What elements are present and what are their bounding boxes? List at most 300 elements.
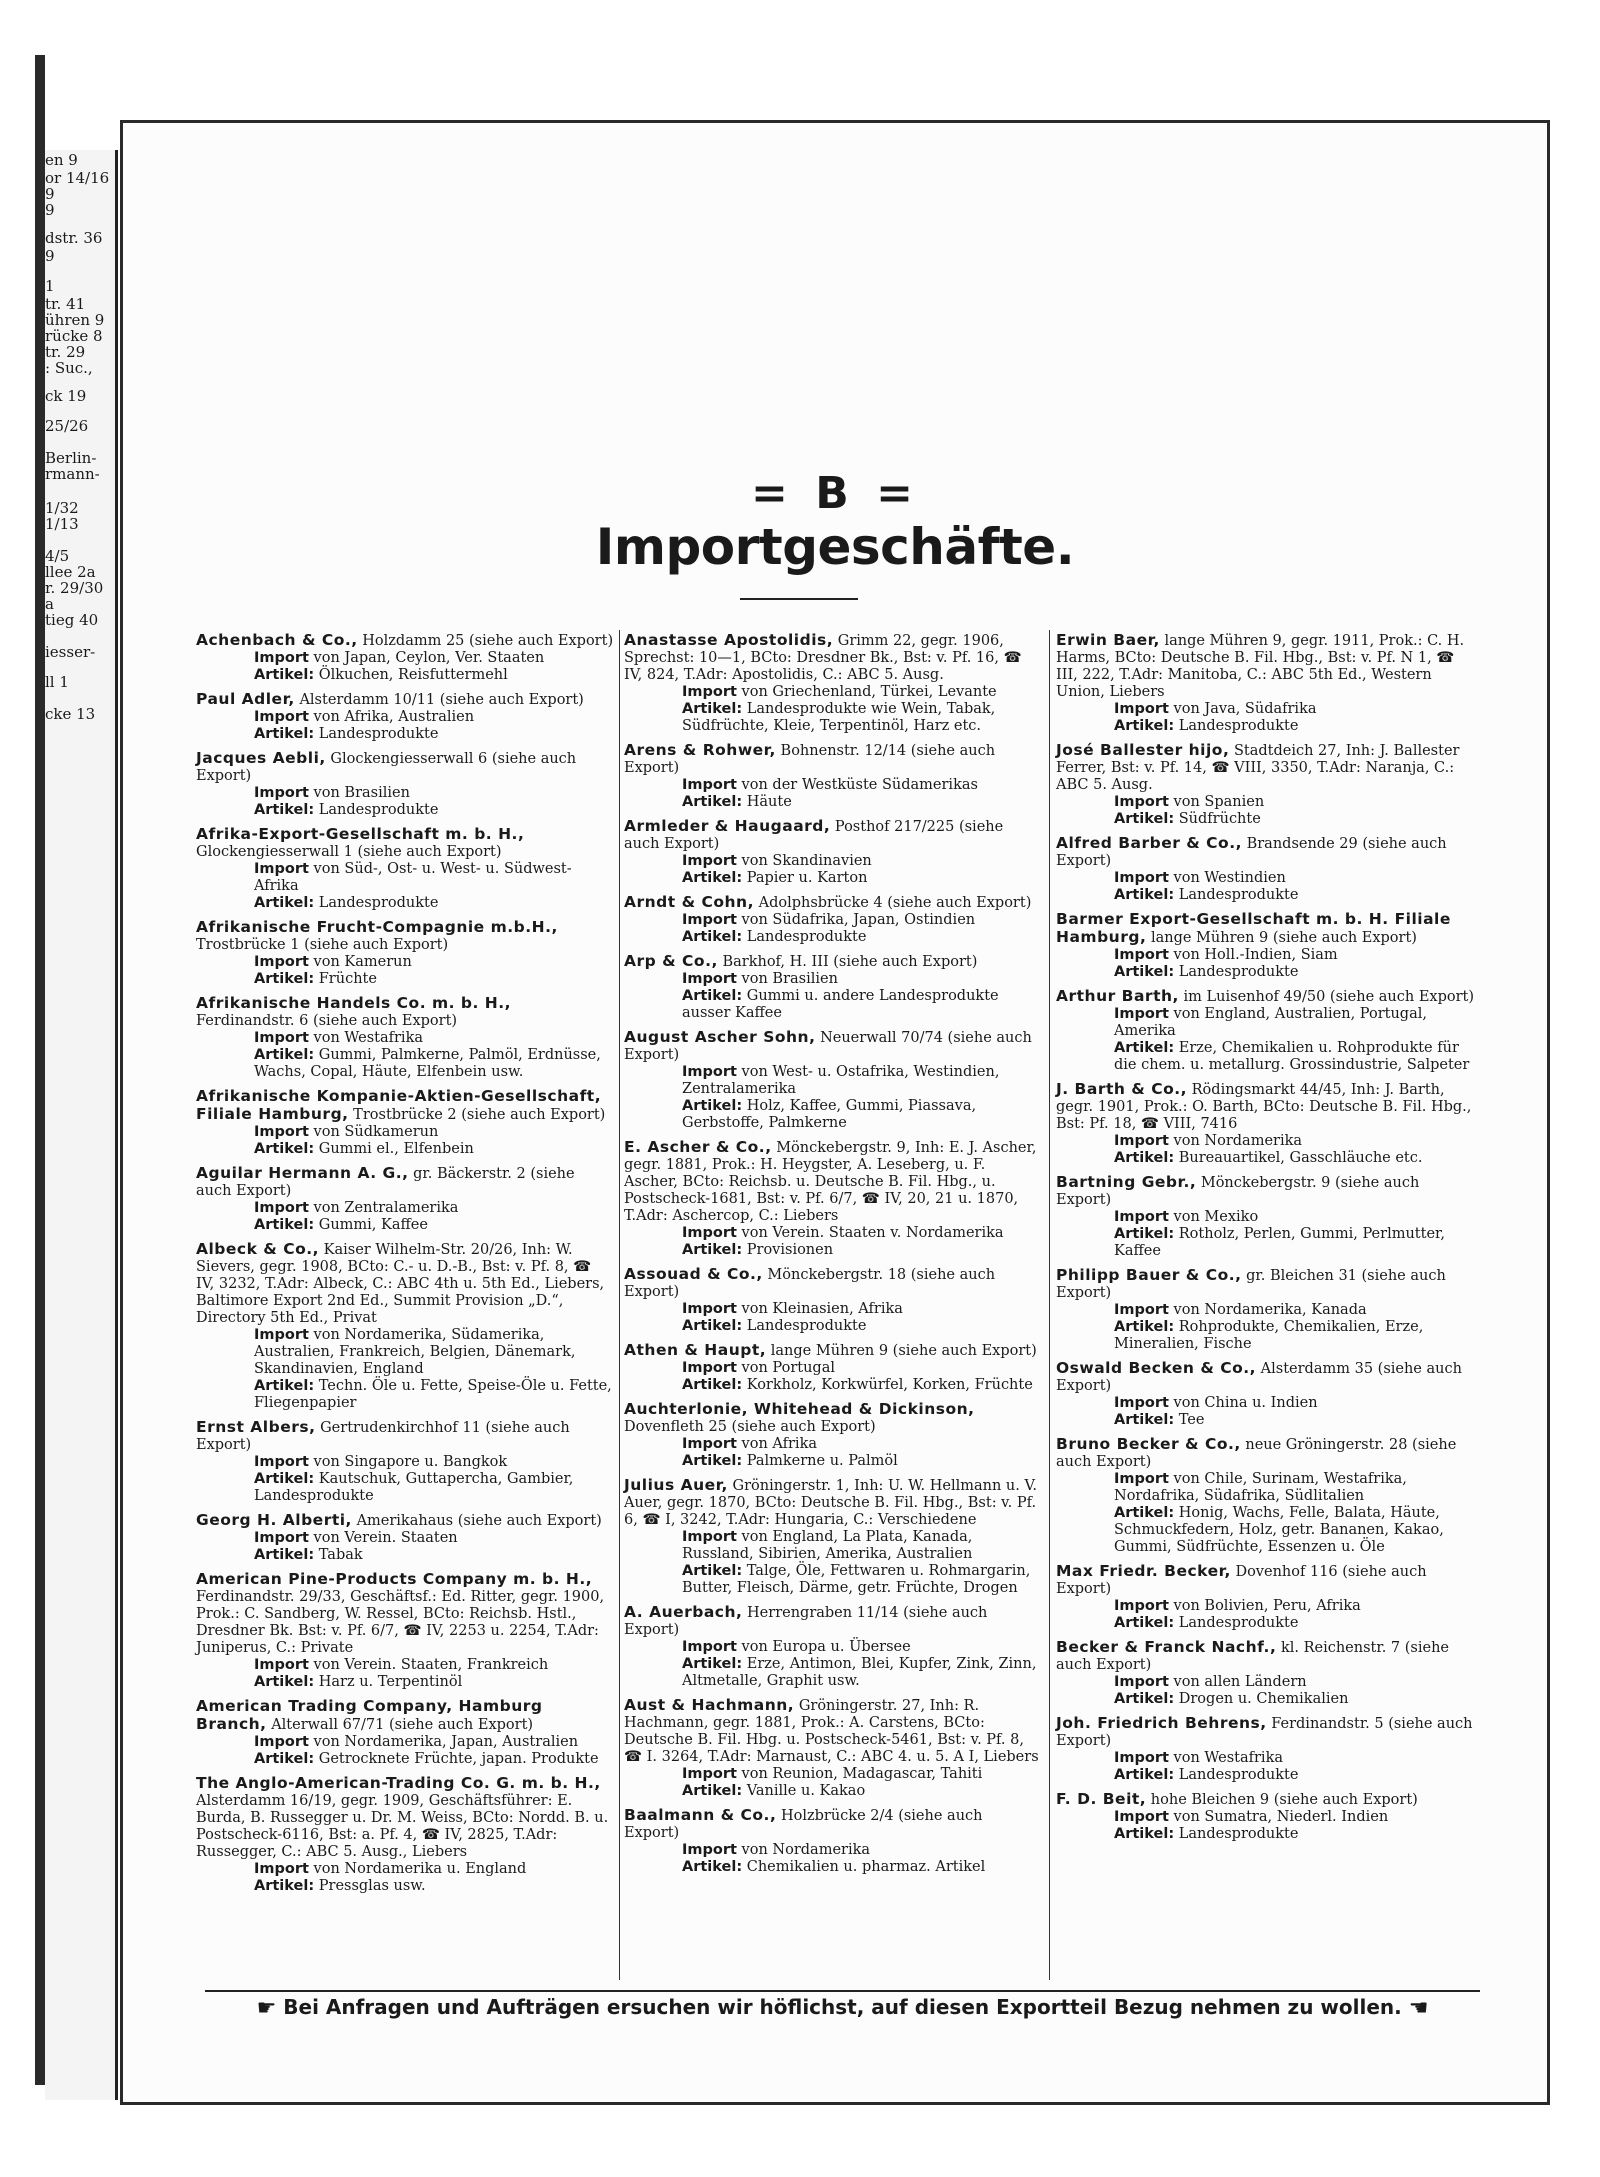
entry-heading: [1056, 1081, 1478, 1133]
detail-label: Artikel:: [254, 1141, 315, 1157]
detail-text: Ölkuchen, Reisfuttermehl: [318, 667, 508, 683]
entry-detail: [624, 988, 1042, 1022]
detail-text: von Verein. Staaten v. Nordamerika: [741, 1225, 1004, 1241]
detail-text: Vanille u. Kakao: [746, 1783, 866, 1799]
entry-detail: [624, 971, 1042, 988]
entry-heading: [624, 894, 1042, 912]
firm-address: Alsterdamm 10/11 (siehe auch Export): [299, 692, 584, 708]
detail-label: Artikel:: [254, 802, 315, 818]
directory-entry: [624, 1477, 1042, 1597]
detail-label: Artikel:: [1114, 1691, 1175, 1707]
detail-text: Techn. Öle u. Fette, Speise-Öle u. Fette, Fliegenpapier: [254, 1378, 612, 1411]
detail-text: von allen Ländern: [1173, 1674, 1307, 1690]
detail-label: Import: [1114, 1133, 1169, 1149]
directory-entry: [196, 995, 614, 1081]
column-separator: [619, 630, 620, 1980]
entry-detail: [624, 870, 1042, 887]
directory-entry: [1056, 1563, 1478, 1632]
detail-label: Import: [254, 650, 309, 666]
directory-entry: [624, 742, 1042, 811]
entry-detail: [196, 1378, 614, 1412]
footer-text: Bei Anfragen und Aufträgen ersuchen wir höflichst, auf diesen Exportteil Bezug nehmen zu wollen.: [283, 1995, 1402, 2019]
detail-text: von Süd-, Ost- u. West- u. Südwest-Afrika: [254, 861, 572, 894]
firm-name: Afrika-Export-Gesellschaft m. b. H.,: [196, 825, 525, 843]
entry-heading: [1056, 1267, 1478, 1302]
firm-name: Philipp Bauer & Co.,: [1056, 1266, 1242, 1284]
detail-text: Landesprodukte: [1178, 887, 1299, 903]
firm-address: Gertrudenkirchhof 11 (siehe auch Export): [196, 1420, 570, 1453]
left-page-fragment: 25/26: [45, 417, 89, 435]
detail-label: Import: [1114, 1598, 1169, 1614]
detail-text: Chemikalien u. pharmaz. Artikel: [746, 1859, 986, 1875]
entry-detail: [624, 1225, 1042, 1242]
firm-address: Alsterdamm 35 (siehe auch Export): [1056, 1361, 1462, 1394]
entry-detail: [1056, 1412, 1478, 1429]
detail-text: von England, La Plata, Kanada, Russland, Sibirien, Amerika, Australien: [682, 1529, 973, 1562]
entry-detail: [196, 1547, 614, 1564]
firm-address: neue Gröningerstr. 28 (siehe auch Export): [1056, 1437, 1457, 1470]
entry-detail: [1056, 1319, 1478, 1353]
left-page-fragment: r. 29/30: [45, 579, 104, 597]
left-page-fragment: ck 19: [45, 387, 87, 405]
directory-entry: [196, 1698, 614, 1768]
detail-text: von Bolivien, Peru, Afrika: [1173, 1598, 1361, 1614]
detail-label: Artikel:: [254, 667, 315, 683]
entry-detail: [1056, 1006, 1478, 1040]
directory-entry: [196, 750, 614, 819]
directory-entry: [624, 894, 1042, 946]
firm-name: Joh. Friedrich Behrens,: [1056, 1714, 1267, 1732]
detail-label: Artikel:: [254, 1674, 315, 1690]
entry-detail: [196, 954, 614, 971]
firm-name: American Pine-Products Company m. b. H.,: [196, 1570, 593, 1588]
firm-name: Julius Auer,: [624, 1476, 728, 1494]
entry-detail: [196, 667, 614, 684]
firm-name: Arthur Barth,: [1056, 987, 1179, 1005]
entry-detail: [196, 1454, 614, 1471]
detail-label: Import: [682, 971, 737, 987]
detail-label: Import: [254, 1530, 309, 1546]
entry-heading: [196, 995, 614, 1030]
entry-detail: [1056, 1674, 1478, 1691]
detail-label: Artikel:: [682, 988, 743, 1004]
detail-text: Drogen u. Chemikalien: [1178, 1691, 1349, 1707]
detail-label: Artikel:: [1114, 887, 1175, 903]
detail-label: Import: [254, 1861, 309, 1877]
entry-detail: [624, 1766, 1042, 1783]
firm-name: J. Barth & Co.,: [1056, 1080, 1188, 1098]
detail-label: Artikel:: [682, 1453, 743, 1469]
firm-address: lange Mühren 9 (siehe auch Export): [770, 1343, 1037, 1359]
entry-detail: [1056, 701, 1478, 718]
detail-label: Artikel:: [1114, 811, 1175, 827]
entry-detail: [1056, 1826, 1478, 1843]
directory-entry: [624, 1342, 1042, 1394]
firm-address: Ferdinandstr. 29/33, Geschäftsf.: Ed. Ritter, gegr. 1900, Prok.: C. Sandberg, W. Ressel, BCto: Reichsb. Hstl., Dresdner Bk. Bst: v. Pf. 6/7, ☎ IV, 2253 u. 2254, T.Adr: Juniperus, C.: Private: [196, 1589, 605, 1656]
directory-entry: [1056, 988, 1478, 1074]
entry-detail: [624, 1783, 1042, 1800]
entry-detail: [1056, 870, 1478, 887]
detail-label: Import: [682, 1225, 737, 1241]
entry-detail: [196, 650, 614, 667]
firm-address: Posthof 217/225 (siehe auch Export): [624, 819, 1004, 852]
entry-detail: [624, 1639, 1042, 1656]
detail-text: von Verein. Staaten: [313, 1530, 458, 1546]
entry-detail: [1056, 718, 1478, 735]
firm-address: Alsterdamm 16/19, gegr. 1909, Geschäftsführer: E. Burda, B. Russegger u. Dr. M. Weiss, BCto: Nordd. B. u. Postscheck-6116, Bst: a. Pf. 4, ☎ IV, 2825, T.Adr: Russegger, C.: ABC 5. Ausg., Liebers: [196, 1793, 609, 1860]
detail-label: Artikel:: [682, 1098, 743, 1114]
directory-entry: [1056, 742, 1478, 828]
detail-label: Import: [1114, 1209, 1169, 1225]
detail-text: Rotholz, Perlen, Gummi, Perlmutter, Kaffee: [1114, 1226, 1445, 1259]
entry-detail: [1056, 1598, 1478, 1615]
firm-address: im Luisenhof 49/50 (siehe auch Export): [1183, 989, 1475, 1005]
detail-text: Landesprodukte: [1178, 1826, 1299, 1842]
directory-entry: [1056, 1360, 1478, 1429]
detail-text: von der Westküste Südamerikas: [741, 777, 978, 793]
left-page-fragment: ühren 9: [45, 311, 105, 329]
detail-label: Import: [682, 1639, 737, 1655]
entry-detail: [624, 929, 1042, 946]
detail-label: Import: [1114, 701, 1169, 717]
detail-text: von China u. Indien: [1173, 1395, 1318, 1411]
entry-detail: [1056, 1040, 1478, 1074]
entry-detail: [1056, 1150, 1478, 1167]
directory-entry: [196, 691, 614, 743]
entry-detail: [196, 1471, 614, 1505]
firm-address: Stadtdeich 27, Inh: J. Ballester Ferrer, Bst: v. Pf. 14, ☎ VIII, 3350, T.Adr: Naranja, C.: ABC 5. Ausg.: [1056, 743, 1460, 793]
detail-label: Import: [682, 1436, 737, 1452]
detail-label: Import: [1114, 1750, 1169, 1766]
entry-detail: [624, 853, 1042, 870]
detail-text: Tabak: [318, 1547, 363, 1563]
detail-label: Artikel:: [682, 929, 743, 945]
detail-text: Landesprodukte: [318, 895, 439, 911]
entry-detail: [624, 794, 1042, 811]
detail-text: Honig, Wachs, Felle, Balata, Häute, Schmuckfedern, Holz, getr. Bananen, Kakao, Gummi, Südfrüchte, Essenzen u. Öle: [1114, 1505, 1444, 1555]
firm-name: A. Auerbach,: [624, 1603, 743, 1621]
entry-heading: [196, 1088, 614, 1124]
detail-label: Artikel:: [1114, 964, 1175, 980]
entry-heading: [624, 632, 1042, 684]
firm-name: Assouad & Co.,: [624, 1265, 763, 1283]
detail-label: Artikel:: [254, 1378, 315, 1394]
detail-text: von Java, Südafrika: [1173, 701, 1317, 717]
firm-name: Anastasse Apostolidis,: [624, 631, 834, 649]
detail-text: Landesprodukte: [318, 726, 439, 742]
detail-text: Gummi u. andere Landesprodukte ausser Kaffee: [682, 988, 999, 1021]
firm-name: Bruno Becker & Co.,: [1056, 1435, 1241, 1453]
directory-entry: [196, 1512, 614, 1564]
entry-detail: [624, 1842, 1042, 1859]
entry-detail: [1056, 1809, 1478, 1826]
detail-label: Artikel:: [254, 1471, 315, 1487]
detail-text: von Mexiko: [1173, 1209, 1259, 1225]
left-page-fragment: Berlin-: [45, 449, 97, 467]
detail-label: Import: [682, 1766, 737, 1782]
left-page-fragment: 1: [45, 277, 55, 295]
detail-text: von Südafrika, Japan, Ostindien: [741, 912, 976, 928]
detail-label: Import: [1114, 947, 1169, 963]
entry-heading: [624, 1477, 1042, 1529]
directory-entry: [624, 1604, 1042, 1690]
entry-heading: [196, 750, 614, 785]
detail-text: von Nordamerika u. England: [313, 1861, 527, 1877]
left-page-fragment: or 14/16: [45, 169, 110, 187]
detail-text: von Zentralamerika: [313, 1200, 459, 1216]
entry-detail: [1056, 887, 1478, 904]
entry-heading: [624, 1604, 1042, 1639]
detail-text: Häute: [746, 794, 792, 810]
entry-detail: [196, 709, 614, 726]
detail-label: Import: [1114, 1302, 1169, 1318]
entry-detail: [624, 1301, 1042, 1318]
detail-label: Import: [1114, 794, 1169, 810]
firm-address: Mönckebergstr. 9 (siehe auch Export): [1056, 1175, 1420, 1208]
detail-text: Gummi, Palmkerne, Palmöl, Erdnüsse, Wachs, Copal, Häute, Elfenbein usw.: [254, 1047, 601, 1080]
detail-text: von Südkamerun: [313, 1124, 439, 1140]
entry-detail: [1056, 947, 1478, 964]
detail-label: Artikel:: [682, 701, 743, 717]
firm-address: Grimm 22, gegr. 1906, Sprechst: 10—1, BCto: Dresdner Bk., Bst: v. Pf. 16, ☎ IV, 824, T.Adr: Apostolidis, C.: ABC 5. Ausg.: [624, 633, 1022, 683]
directory-entry: [1056, 1715, 1478, 1784]
entry-detail: [624, 1377, 1042, 1394]
left-page-fragment: : Suc.,: [45, 359, 93, 377]
detail-label: Artikel:: [682, 1377, 743, 1393]
detail-text: Kautschuk, Guttapercha, Gambier, Landesprodukte: [254, 1471, 574, 1504]
directory-entry: [196, 1165, 614, 1234]
detail-label: Import: [1114, 870, 1169, 886]
detail-text: von Singapore u. Bangkok: [313, 1454, 508, 1470]
firm-address: Adolphsbrücke 4 (siehe auch Export): [758, 895, 1032, 911]
detail-text: von Afrika, Australien: [313, 709, 475, 725]
detail-text: von Spanien: [1173, 794, 1265, 810]
entry-heading: [196, 919, 614, 954]
firm-address: Holzdamm 25 (siehe auch Export): [362, 633, 614, 649]
firm-address: Gröningerstr. 27, Inh: R. Hachmann, gegr. 1881, Prok.: A. Carstens, BCto: Deutsche B. Fil. Hbg. u. Postscheck-5461, Bst: v. Pf. 8, ☎ I. 3264, T.Adr: Marnaust, C.: ABC 4. u. 5. A I, Liebers: [624, 1698, 1039, 1765]
pointing-hand-icon: ☛: [256, 1996, 277, 2021]
detail-label: Artikel:: [682, 1656, 743, 1672]
entry-heading: [196, 826, 614, 861]
entry-detail: [196, 1200, 614, 1217]
detail-text: von Nordamerika: [741, 1842, 871, 1858]
detail-label: Artikel:: [682, 794, 743, 810]
entry-detail: [196, 785, 614, 802]
left-page-fragment: 1/13: [45, 515, 79, 533]
left-page-fragment: llee 2a: [45, 563, 96, 581]
firm-name: Athen & Haupt,: [624, 1341, 767, 1359]
firm-name: Albeck & Co.,: [196, 1240, 320, 1258]
entry-detail: [196, 1751, 614, 1768]
detail-label: Artikel:: [682, 1242, 743, 1258]
detail-label: Artikel:: [254, 971, 315, 987]
directory-entry: [196, 1088, 614, 1158]
firm-address: Ferdinandstr. 5 (siehe auch Export): [1056, 1716, 1473, 1749]
footer-note: [205, 1995, 1480, 2021]
detail-text: von Japan, Ceylon, Ver. Staaten: [313, 650, 545, 666]
entry-detail: [624, 1064, 1042, 1098]
directory-entry: [624, 953, 1042, 1022]
entry-heading: [1056, 1360, 1478, 1395]
entry-detail: [624, 1529, 1042, 1563]
entry-detail: [624, 1360, 1042, 1377]
entry-heading: [196, 1571, 614, 1657]
title-rule: [740, 598, 858, 600]
entry-heading: [624, 1139, 1042, 1225]
entry-heading: [1056, 988, 1478, 1006]
detail-label: Import: [682, 777, 737, 793]
firm-name: Afrikanische Handels Co. m. b. H.,: [196, 994, 512, 1012]
directory-entry: [1056, 835, 1478, 904]
firm-name: F. D. Beit,: [1056, 1790, 1147, 1808]
section-letter: = B =: [751, 468, 919, 519]
firm-address: Trostbrücke 2 (siehe auch Export): [353, 1107, 606, 1123]
detail-label: Artikel:: [682, 1563, 743, 1579]
firm-name: Erwin Baer,: [1056, 631, 1160, 649]
firm-name: Barmer Export-Gesellschaft m. b. H. Filiale Hamburg,: [1056, 910, 1451, 946]
left-page-fragment: rücke 8: [45, 327, 103, 345]
detail-label: Artikel:: [1114, 1505, 1175, 1521]
entry-detail: [624, 1656, 1042, 1690]
left-page-fragment: 4/5: [45, 547, 70, 565]
detail-text: von Nordamerika, Südamerika, Australien, Frankreich, Belgien, Dänemark, Skandinavien, England: [254, 1327, 576, 1377]
detail-label: Artikel:: [1114, 1040, 1175, 1056]
detail-text: Landesprodukte wie Wein, Tabak, Südfrüchte, Kleie, Terpentinöl, Harz etc.: [682, 701, 996, 734]
directory-entry: [196, 1241, 614, 1412]
detail-text: Landesprodukte: [1178, 718, 1299, 734]
detail-text: Tee: [1178, 1412, 1205, 1428]
detail-text: Erze, Antimon, Blei, Kupfer, Zink, Zinn, Altmetalle, Graphit usw.: [682, 1656, 1037, 1689]
detail-text: Gummi el., Elfenbein: [318, 1141, 474, 1157]
firm-address: Mönckebergstr. 9, Inh: E. J. Ascher, gegr. 1881, Prok.: H. Heygster, A. Leseberg, u. F. Ascher, BCto: Reichsb. u. Deutsche B. Fil. Hbg., u. Postscheck-1681, Bst: v. Pf. 6/7, ☎ IV, 20, 21 u. 1870, T.Adr: Aschercop, C.: Liebers: [624, 1140, 1037, 1224]
detail-text: von Skandinavien: [741, 853, 872, 869]
entry-heading: [624, 1266, 1042, 1301]
entry-detail: [196, 1861, 614, 1878]
firm-address: Holzbrücke 2/4 (siehe auch Export): [624, 1808, 983, 1841]
entry-detail: [1056, 1750, 1478, 1767]
directory-entry: [196, 1775, 614, 1895]
entry-detail: [624, 1242, 1042, 1259]
left-page-fragment: 9: [45, 247, 55, 265]
directory-entry: [1056, 1791, 1478, 1843]
left-page-fragment: 9: [45, 185, 55, 203]
entry-detail: [1056, 1505, 1478, 1556]
detail-text: von Holl.-Indien, Siam: [1173, 947, 1338, 963]
detail-text: von Nordamerika: [1173, 1133, 1303, 1149]
directory-entry: [1056, 1436, 1478, 1556]
entry-heading: [1056, 1639, 1478, 1674]
detail-text: von Sumatra, Niederl. Indien: [1173, 1809, 1389, 1825]
entry-detail: [1056, 811, 1478, 828]
detail-text: Pressglas usw.: [318, 1878, 426, 1894]
detail-label: Artikel:: [1114, 718, 1175, 734]
column-2: [624, 632, 1042, 1883]
entry-heading: [624, 953, 1042, 971]
entry-heading: [196, 691, 614, 709]
entry-detail: [1056, 794, 1478, 811]
firm-name: Arndt & Cohn,: [624, 893, 754, 911]
entry-detail: [196, 1047, 614, 1081]
left-page-fragment: 9: [45, 201, 55, 219]
detail-label: Import: [254, 1200, 309, 1216]
firm-address: kl. Reichenstr. 7 (siehe auch Export): [1056, 1640, 1449, 1673]
detail-label: Import: [1114, 1674, 1169, 1690]
directory-entry: [1056, 632, 1478, 735]
left-page-fragment: a: [45, 595, 54, 613]
entry-detail: [196, 1327, 614, 1378]
entry-heading: [624, 1807, 1042, 1842]
left-page-fragment: rmann-: [45, 465, 100, 483]
firm-address: Alterwall 67/71 (siehe auch Export): [271, 1717, 534, 1733]
firm-name: Arens & Rohwer,: [624, 741, 776, 759]
detail-text: von Westindien: [1173, 870, 1286, 886]
detail-text: von Europa u. Übersee: [741, 1639, 911, 1655]
entry-detail: [1056, 1226, 1478, 1260]
book-binding: [35, 55, 45, 2085]
entry-heading: [1056, 1715, 1478, 1750]
detail-label: Import: [682, 1529, 737, 1545]
entry-detail: [196, 1878, 614, 1895]
entry-detail: [196, 971, 614, 988]
detail-label: Import: [682, 912, 737, 928]
entry-detail: [624, 912, 1042, 929]
detail-label: Import: [682, 1301, 737, 1317]
firm-name: Auchterlonie, Whitehead & Dickinson,: [624, 1400, 975, 1418]
detail-text: von Griechenland, Türkei, Levante: [741, 684, 997, 700]
firm-address: Glockengiesserwall 1 (siehe auch Export): [196, 844, 502, 860]
detail-label: Import: [1114, 1006, 1169, 1022]
entry-detail: [1056, 1471, 1478, 1505]
directory-entry: [196, 919, 614, 988]
column-3: [1056, 632, 1478, 1850]
firm-address: Dovenfleth 25 (siehe auch Export): [624, 1419, 876, 1435]
detail-text: Landesprodukte: [1178, 1615, 1299, 1631]
entry-detail: [1056, 1395, 1478, 1412]
detail-text: Korkholz, Korkwürfel, Korken, Früchte: [746, 1377, 1033, 1393]
detail-label: Artikel:: [254, 1547, 315, 1563]
detail-label: Artikel:: [1114, 1615, 1175, 1631]
detail-label: Import: [254, 954, 309, 970]
firm-address: Ferdinandstr. 6 (siehe auch Export): [196, 1013, 458, 1029]
entry-detail: [196, 1674, 614, 1691]
entry-detail: [196, 1734, 614, 1751]
entry-detail: [1056, 1767, 1478, 1784]
entry-detail: [196, 802, 614, 819]
left-page-fragment: tieg 40: [45, 611, 99, 629]
left-page-fragment: en 9: [45, 151, 78, 169]
firm-address: Gröningerstr. 1, Inh: U. W. Hellmann u. V. Auer, gegr. 1870, BCto: Deutsche B. Fil. Hbg., Bst: v. Pf. 6, ☎ I, 3242, T.Adr: Hungaria, C.: Verschiedene: [624, 1478, 1037, 1528]
directory-entry: [196, 1419, 614, 1505]
directory-entry: [624, 1697, 1042, 1800]
firm-address: Herrengraben 11/14 (siehe auch Export): [624, 1605, 988, 1638]
firm-name: Aust & Hachmann,: [624, 1696, 795, 1714]
left-page-edge: [45, 150, 118, 2100]
detail-label: Import: [682, 1842, 737, 1858]
entry-heading: [196, 1419, 614, 1454]
entry-detail: [196, 861, 614, 895]
entry-detail: [196, 1124, 614, 1141]
firm-name: August Ascher Sohn,: [624, 1028, 816, 1046]
detail-label: Artikel:: [254, 1878, 315, 1894]
firm-address: Amerikahaus (siehe auch Export): [356, 1513, 602, 1529]
detail-label: Artikel:: [254, 1217, 315, 1233]
entry-heading: [1056, 835, 1478, 870]
entry-detail: [624, 684, 1042, 701]
detail-text: Palmkerne u. Palmöl: [746, 1453, 898, 1469]
detail-label: Import: [682, 1064, 737, 1080]
directory-entry: [1056, 1639, 1478, 1708]
entry-detail: [1056, 1133, 1478, 1150]
